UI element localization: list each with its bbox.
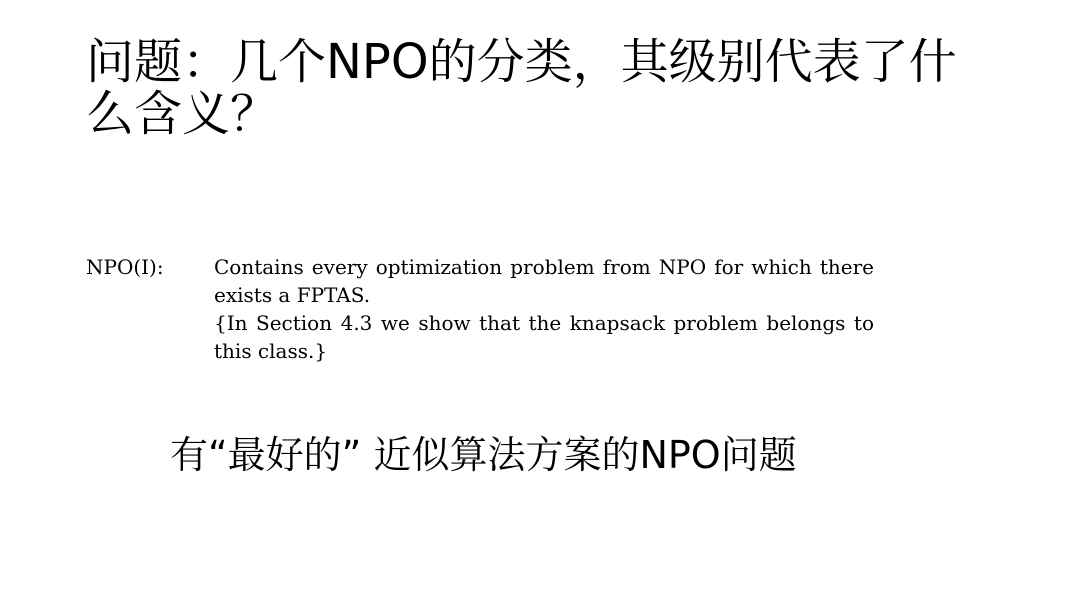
slide-title: 问题：几个NPO的分类，其级别代表了什么含义？ — [86, 34, 957, 142]
slide-caption: 有“最好的” 近似算法方案的NPO问题 — [170, 433, 797, 477]
definition-note: {In Section 4.3 we show that the knapsack problem belongs to this class.} — [214, 311, 874, 363]
definition-text: Contains every optimization problem from NPO for which there exists a FPTAS. — [214, 255, 874, 307]
definition-term: NPO(I): — [86, 255, 164, 279]
definition-body — [214, 253, 874, 365]
